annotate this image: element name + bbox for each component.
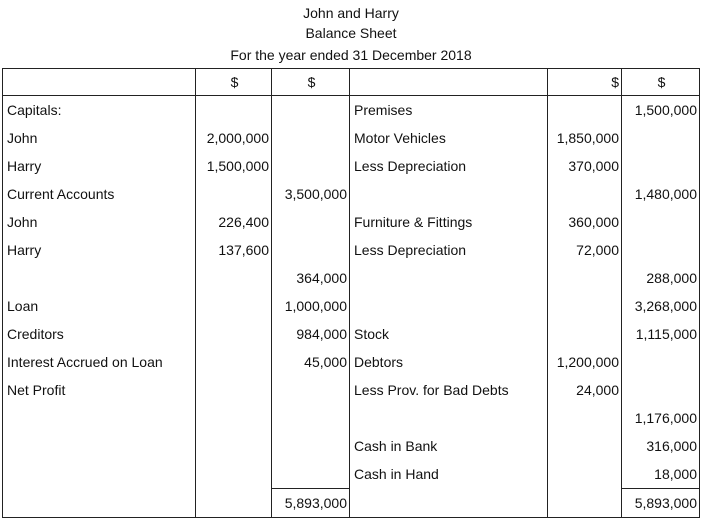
- asset-label-cell: Less Depreciation: [350, 152, 548, 180]
- empty-cell: [548, 489, 622, 518]
- liability-subtotal-cell: [272, 376, 350, 404]
- asset-amount-cell: [548, 180, 622, 208]
- asset-label-cell: Premises: [350, 96, 548, 125]
- table-row: [3, 180, 700, 208]
- asset-subtotal-cell: 1,115,000: [622, 320, 700, 348]
- sheet-period: For the year ended 31 December 2018: [230, 47, 472, 63]
- table-row: [3, 320, 700, 348]
- liabilities-total-cell: 5,893,000: [272, 489, 350, 518]
- liability-amount-cell: 2,000,000: [196, 124, 272, 152]
- liability-amount-cell: [196, 432, 272, 460]
- asset-subtotal-cell: [622, 208, 700, 236]
- liability-label-cell: Creditors: [3, 320, 196, 348]
- asset-amount-cell: [548, 460, 622, 489]
- asset-amount-cell: [548, 432, 622, 460]
- asset-label-cell: Motor Vehicles: [350, 124, 548, 152]
- liability-label-cell: [3, 432, 196, 460]
- liability-label-cell: John: [3, 208, 196, 236]
- asset-subtotal-cell: [622, 236, 700, 264]
- liability-label-cell: Current Accounts: [3, 180, 196, 208]
- totals-row: [3, 489, 700, 518]
- table-row: [3, 404, 700, 432]
- assets-total-cell: 5,893,000: [622, 489, 700, 518]
- liability-subtotal-cell: [272, 96, 350, 125]
- liability-amount-cell: 226,400: [196, 208, 272, 236]
- liability-label-cell: [3, 264, 196, 292]
- header-cell-currency: $: [272, 69, 350, 96]
- header-cell-liabilities-label: [3, 69, 196, 96]
- asset-subtotal-cell: 288,000: [622, 264, 700, 292]
- table-row: [3, 292, 700, 320]
- empty-cell: [350, 489, 548, 518]
- asset-label-cell: [350, 292, 548, 320]
- asset-label-cell: Cash in Bank: [350, 432, 548, 460]
- liability-label-cell: Interest Accrued on Loan: [3, 348, 196, 376]
- asset-subtotal-cell: [622, 348, 700, 376]
- asset-amount-cell: [548, 320, 622, 348]
- liability-label-cell: [3, 460, 196, 489]
- header-cell-currency: $: [622, 69, 700, 96]
- asset-subtotal-cell: 1,480,000: [622, 180, 700, 208]
- asset-subtotal-cell: 1,176,000: [622, 404, 700, 432]
- liability-label-cell: Harry: [3, 152, 196, 180]
- asset-subtotal-cell: 1,500,000: [622, 96, 700, 125]
- liability-label-cell: John: [3, 124, 196, 152]
- liability-amount-cell: [196, 376, 272, 404]
- liability-subtotal-cell: [272, 460, 350, 489]
- liability-amount-cell: [196, 404, 272, 432]
- asset-label-cell: [350, 404, 548, 432]
- liability-subtotal-cell: [272, 236, 350, 264]
- liability-amount-cell: [196, 292, 272, 320]
- liability-amount-cell: 137,600: [196, 236, 272, 264]
- asset-amount-cell: [548, 404, 622, 432]
- table-row: [3, 236, 700, 264]
- asset-subtotal-cell: [622, 376, 700, 404]
- header-cell-currency: $: [196, 69, 272, 96]
- table-row: [3, 432, 700, 460]
- liability-amount-cell: [196, 320, 272, 348]
- liability-amount-cell: [196, 460, 272, 489]
- liability-amount-cell: [196, 180, 272, 208]
- liability-label-cell: Capitals:: [3, 96, 196, 125]
- table-row: [3, 124, 700, 152]
- liability-subtotal-cell: 984,000: [272, 320, 350, 348]
- liability-label-cell: Harry: [3, 236, 196, 264]
- table-row: [3, 152, 700, 180]
- asset-amount-cell: 72,000: [548, 236, 622, 264]
- sheet-title: John and Harry: [303, 5, 399, 21]
- table-row: [3, 376, 700, 404]
- balance-sheet-body: [3, 69, 700, 518]
- liability-label-cell: [3, 404, 196, 432]
- asset-label-cell: Less Depreciation: [350, 236, 548, 264]
- asset-subtotal-cell: 3,268,000: [622, 292, 700, 320]
- asset-amount-cell: 24,000: [548, 376, 622, 404]
- asset-subtotal-cell: 18,000: [622, 460, 700, 489]
- asset-amount-cell: 1,200,000: [548, 348, 622, 376]
- table-row: [3, 348, 700, 376]
- liability-subtotal-cell: 3,500,000: [272, 180, 350, 208]
- liability-subtotal-cell: [272, 124, 350, 152]
- table-row: [3, 460, 700, 489]
- table-row: [3, 208, 700, 236]
- empty-cell: [3, 489, 196, 518]
- liability-subtotal-cell: 1,000,000: [272, 292, 350, 320]
- sheet-subtitle: Balance Sheet: [305, 25, 397, 41]
- liability-subtotal-cell: 45,000: [272, 348, 350, 376]
- asset-label-cell: [350, 264, 548, 292]
- balance-sheet-table: [2, 68, 700, 518]
- asset-label-cell: Cash in Hand: [350, 460, 548, 489]
- liability-subtotal-cell: [272, 404, 350, 432]
- asset-label-cell: Furniture & Fittings: [350, 208, 548, 236]
- empty-cell: [196, 489, 272, 518]
- asset-amount-cell: 360,000: [548, 208, 622, 236]
- asset-subtotal-cell: [622, 124, 700, 152]
- liability-amount-cell: [196, 264, 272, 292]
- liability-subtotal-cell: 364,000: [272, 264, 350, 292]
- liability-subtotal-cell: [272, 152, 350, 180]
- asset-subtotal-cell: 316,000: [622, 432, 700, 460]
- asset-amount-cell: 370,000: [548, 152, 622, 180]
- asset-label-cell: Less Prov. for Bad Debts: [350, 376, 548, 404]
- asset-subtotal-cell: [622, 152, 700, 180]
- asset-amount-cell: [548, 292, 622, 320]
- header-cell-currency: $: [548, 69, 622, 96]
- table-row: [3, 264, 700, 292]
- liability-amount-cell: [196, 348, 272, 376]
- liability-label-cell: Net Profit: [3, 376, 196, 404]
- liability-subtotal-cell: [272, 208, 350, 236]
- asset-amount-cell: [548, 264, 622, 292]
- header-row: [3, 69, 700, 96]
- asset-amount-cell: [548, 96, 622, 125]
- header-cell-assets-label: [350, 69, 548, 96]
- asset-label-cell: [350, 180, 548, 208]
- liability-amount-cell: 1,500,000: [196, 152, 272, 180]
- liability-amount-cell: [196, 96, 272, 125]
- liability-label-cell: Loan: [3, 292, 196, 320]
- asset-amount-cell: 1,850,000: [548, 124, 622, 152]
- asset-label-cell: Stock: [350, 320, 548, 348]
- liability-subtotal-cell: [272, 432, 350, 460]
- asset-label-cell: Debtors: [350, 348, 548, 376]
- table-row: [3, 96, 700, 125]
